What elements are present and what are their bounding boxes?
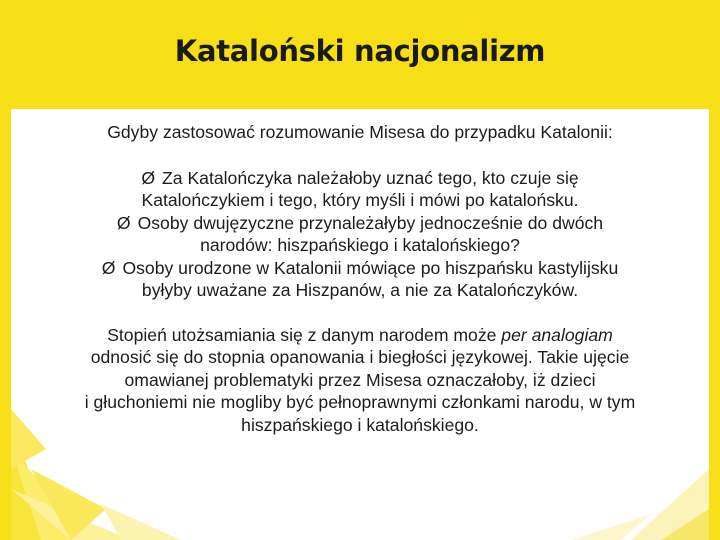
arrow-bullet-icon: Ø (116, 212, 131, 233)
paragraph-line: odnosić się do stopnia opanowania i biegłości językowej. Takie ujęcie (90, 347, 630, 367)
paragraph-line: Stopień utożsamiania się z danym narodem może (107, 324, 502, 345)
bullet-item (11, 212, 709, 257)
arrow-bullet-icon: Ø (141, 167, 156, 188)
arrow-bullet-icon: Ø (101, 257, 116, 278)
title-bar (0, 0, 720, 110)
slide-title: Kataloński nacjonalizm (174, 34, 546, 68)
bullet-line: Katalończykiem i tego, który myśli i mówi po katalońsku. (141, 190, 579, 210)
paragraph-line: i głuchoniemi nie mogliby być pełnoprawnymi członkami narodu, w tym (84, 392, 636, 412)
bullet-line: Za Katalończyka należałoby uznać tego, kto czuje się (162, 167, 579, 188)
paragraph-italic: per analogiam (501, 324, 613, 345)
paragraph-line: omawianej problematyki przez Misesa oznaczałoby, iż dzieci (124, 369, 596, 390)
body-paragraph (11, 324, 709, 437)
paragraph-line: hiszpańskiego i katalońskiego. (241, 414, 479, 435)
bullet-item (11, 257, 709, 302)
bullet-line: narodów: hiszpańskiego i katalońskiego? (200, 235, 520, 255)
bullet-list (11, 167, 709, 302)
intro-text: Gdyby zastosować rozumowanie Misesa do przypadku Katalonii: (107, 122, 613, 142)
bullet-line: byłyby uważane za Hiszpanów, a nie za Katalończyków. (141, 280, 579, 300)
bullet-line: Osoby urodzone w Katalonii mówiące po hiszpańsku kastylijsku (122, 257, 619, 278)
bullet-item (11, 167, 709, 212)
slide-content (11, 121, 709, 436)
content-panel (11, 109, 709, 540)
bullet-line: Osoby dwujęzyczne przynależałyby jednocześnie do dwóch (137, 212, 604, 233)
